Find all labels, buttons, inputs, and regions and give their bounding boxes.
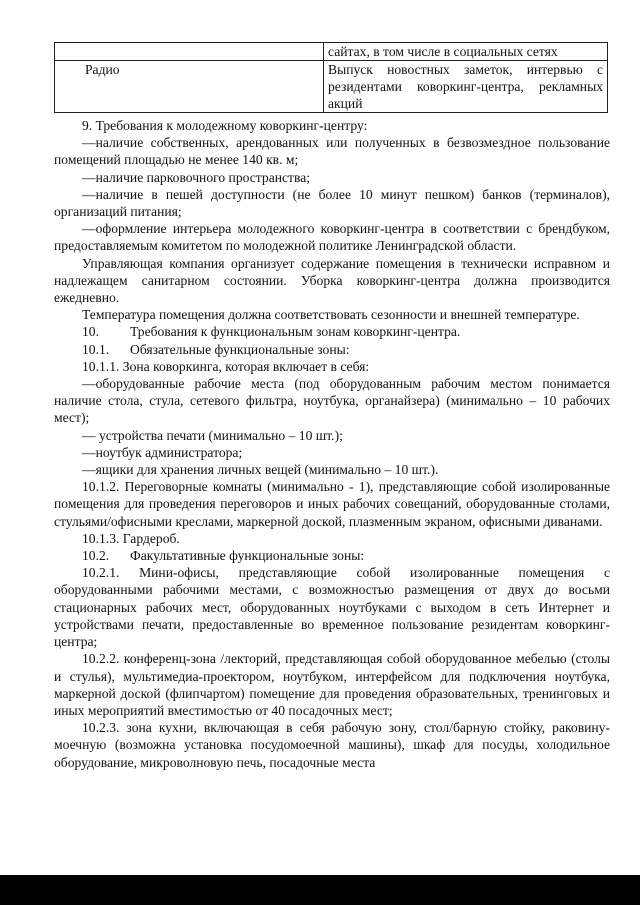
paragraph: 10.1.1. Зона коворкинга, которая включает в себя:	[82, 358, 370, 374]
table-cell: Выпуск новостных заметок, интервью с резидентами коворкинг-центра, рекламных акций	[324, 61, 608, 113]
numbered-heading	[54, 323, 610, 340]
section-title: Обязательные функциональные зоны:	[130, 341, 350, 357]
section-heading: 9. Требования к молодежному коворкинг-центру:	[82, 118, 368, 133]
section-title: Требования к функциональным зонам коворкинг-центра.	[130, 324, 461, 340]
list-item: —ящики для хранения личных вещей (минимально – 10 шт.).	[82, 462, 439, 478]
media-table	[54, 42, 608, 113]
list-item: —наличие собственных, арендованных или полученных в безвозмездное пользование помещений площадью не менее 140 кв. м;	[54, 135, 610, 168]
table-cell	[55, 43, 324, 61]
numbered-heading	[54, 547, 610, 564]
section-title: Факультативные функциональные зоны:	[130, 548, 365, 564]
list-item: —наличие в пешей доступности (не более 10 минут пешком) банков (терминалов), организаций питания;	[54, 186, 610, 220]
paragraph: 10.2.3. зона кухни, включающая в себя рабочую зону, стол/барную стойку, раковину-моечную (возможна установка посудомоечной машины), шкаф для посуды, холодильное оборудование, микроволновую печь, посадочные места	[54, 720, 610, 770]
list-item: —ноутбук администратора;	[82, 444, 243, 460]
paragraph: Температура помещения должна соответствовать сезонности и внешней температуре.	[82, 307, 580, 323]
table-cell: Радио	[55, 61, 324, 113]
list-item: — устройства печати (минимально – 10 шт.);	[82, 427, 343, 443]
table-cell: сайтах, в том числе в социальных сетях	[324, 43, 608, 61]
table-row	[55, 43, 608, 61]
numbered-heading	[54, 341, 610, 358]
paragraph: 10.1.2. Переговорные комнаты (минимально - 1), представляющие собой изолированные помещения для проведения переговоров и иных рабочих совещаний, оборудованные столами, стульями/офисными креслами, маркерной доской, плазменным экраном, офисными диванами.	[54, 479, 610, 529]
table-row	[55, 61, 608, 113]
list-item: —оформление интерьера молодежного коворкинг-центра в соответствии с брендбуком, предоставляемым комитетом по молодежной политике Ленинградской области.	[54, 221, 610, 254]
paragraph: 10.2.1. Мини-офисы, представляющие собой изолированные помещения с оборудованными рабочими местами, с возможностью размещения от двух до восьми стационарных рабочих мест, оборудованных ноутбуками с выходом в сеть Интернет и устройствами печати, предоставленные во временное пользование резидентам коворкинг-центра;	[54, 565, 610, 650]
scan-bottom-edge	[0, 875, 640, 905]
paragraph: Управляющая компания организует содержание помещения в технически исправном и надлежащем санитарном состоянии. Уборка коворкинг-центра должна производится ежедневно.	[54, 255, 610, 306]
document-body	[54, 117, 610, 771]
list-item: —наличие парковочного пространства;	[82, 169, 311, 185]
section-number: 10.	[82, 324, 99, 340]
section-number: 10.2.	[82, 548, 110, 564]
paragraph: 10.2.2. конференц-зона /лекторий, представляющая собой оборудованное мебелью (столы и стулья), мультимедиа-проектором, ноутбуком, интерфейсом для подключения ноутбука, маркерной доской (флипчартом) помещение для проведения образовательных, тренинговых и иных мероприятий вместимостью от 40 посадочных мест;	[54, 651, 610, 718]
list-item: —оборудованные рабочие места (под оборудованным рабочим местом понимается наличие стола, стула, сетевого фильтра, ноутбука, органайзера) (минимально – 10 рабочих мест);	[54, 376, 610, 426]
paragraph: 10.1.3. Гардероб.	[82, 530, 180, 546]
section-number: 10.1.	[82, 341, 110, 357]
